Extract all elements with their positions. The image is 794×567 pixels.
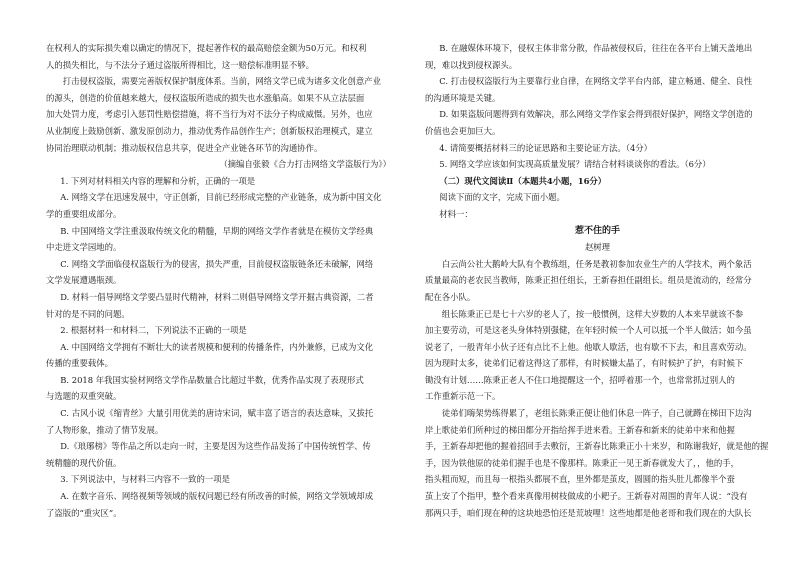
left-text-line: 2. 根据材料一和材料二，下列说法不正确的一项是 — [60, 325, 247, 336]
right-text-line: 徒弟们嗨架势练得累了，老组长陈秉正便让他们休息一阵子，自己就蹲在梯田下边沟 — [441, 408, 752, 419]
right-text-line: 材料一： — [439, 208, 473, 219]
right-text-line: 那两只手，咱们现在种的这块地恐怕还是荒坡哩！这些地都是他老哥和我们现在的大队长 — [425, 507, 752, 518]
right-text-line: 指头粗而短，而且每一根指头都展不直，里外都是茧皮，圆圆的指头肚儿都像半个蚕 — [425, 474, 735, 485]
right-text-line: 茧上安了个指甲，整个看来真像用树枝做成的小耙子。王新春对周围的青年人说：“没有 — [425, 491, 748, 502]
left-text-line: A. 在数字音乐、网络视频等领域的版权问题已经有所改善的时候，网络文学领域却成 — [60, 491, 374, 502]
right-text-line: 质量最高的老农民当教师，陈秉正担任组长，王新春担任副组长。组员是流动的，经常分 — [425, 275, 752, 286]
left-text-line: 文学发展遭遇瓶颈。 — [46, 275, 122, 286]
right-text-line: 惹不住的手 — [574, 225, 620, 236]
left-text-line: 打击侵权盗版，需要完善版权保护制度体系。当前，网络文学已成为诸多文化创意产业 — [62, 76, 382, 87]
left-text-line: C. 古风小说《缩青丝》大量引用优美的唐诗宋词，赋丰富了语言的表达意味，又拔托 — [60, 408, 374, 419]
right-text-line: 组长陈秉正已是七十六岁的老人了，按一般惯例，这样大岁数的人本来早就该不参 — [441, 308, 744, 319]
right-text-line: 4. 请简要概括材料三的论证思路和主要论证方法。（4分） — [439, 142, 653, 153]
left-text-line: 协同治理联动机制；推动版权信息共享，促进全产业链各环节的沟通协作。 — [46, 142, 323, 153]
right-text-line: 手，王新春却把他的握着招回手去敷衍，王新春比陈秉正小十来岁，和陈谢我好，就是他的握 — [425, 441, 769, 452]
right-text-line: 价值也会更加巨大。 — [425, 125, 501, 136]
left-text-line: 人的损失相比，与不法分子通过盗版所得相比，这一赔偿标准明显不够。 — [46, 59, 314, 70]
right-column — [425, 40, 770, 521]
left-text-line: A. 网络文学在迅速发展中，守正创新，目前已经形成完整的产业链条，成为新中国文化 — [60, 192, 382, 203]
right-text-line: 说老了，一般青年小伙子还有点比不上他。他歇人歇活，也有歇不下去，和且喜欢劳动。 — [425, 341, 752, 352]
left-text-line: 中走进文学园地的。 — [46, 242, 122, 253]
left-text-line: D.《琅琊榜》等作品之所以走向一时，主要是因为这些作品发扬了中国传统哲学、传 — [60, 441, 371, 452]
right-text-line: 赵树理 — [584, 242, 611, 253]
right-text-line: 现，难以找到侵权源头。 — [425, 59, 518, 70]
right-text-line: 因为现时太多，徒弟们记着这得这了那样，有时候嫌太晶了，有时候护了护，有时候下 — [425, 358, 744, 369]
right-text-line: 手，因为铁他原的徒弟们握手也是不像那样。陈秉正一见王新春就发大了，，他的手， — [425, 457, 740, 468]
left-text-line: 了盗版的“重灾区”。 — [46, 507, 122, 518]
right-text-line: 加主要劳动，可是这老头身体特别强健，在年轻时候一个人可以抵一个半人做活；如今虽 — [425, 325, 752, 336]
left-text-line: 从业制度上鼓励创新、激发原创动力，推动优秀作品创作生产；创新版权治理模式，建立 — [46, 125, 373, 136]
left-text-line: C. 网络文学面临侵权盗版行为的侵害，损失严重，目前侵权盗版链条还未破解，网络 — [60, 258, 374, 269]
left-text-line: A. 中国网络文学拥有不断壮大的读者规模和便利的传播条件，内外兼修，已成为文化 — [60, 341, 374, 352]
right-text-line: B. 在融媒体环境下，侵权主体非常分散，作品被侵权后，往往在各平台上铺天盖地出 — [439, 43, 753, 53]
right-text-line: 阅读下面的文字，完成下面小题。 — [439, 192, 565, 203]
left-text-line: 3. 下列说法中，与材料三内容不一致的一项是 — [60, 474, 231, 485]
left-text-line: 针对的是不同的问题。 — [46, 308, 130, 319]
left-text-line: B. 2018 年我国实验材网络文学作品数量合比超过半数，优秀作品实现了表现形式 — [60, 374, 364, 385]
right-text-line: C. 打击侵权盗版行为主要靠行业自律，在网络文学平台内部，建立畅通、健全、良性 — [439, 76, 753, 87]
right-text-line: 锄没有计划……陈秉正老人不住口地提醒这一个，招呼着那一个，也常常抓过别人的 — [425, 374, 735, 385]
left-text-line: 了人物形象，推动了情节发展。 — [46, 424, 164, 435]
right-text-line: 5. 网络文学应该如何实现高质量发展？请结合材料谈谈你的看法。（6分） — [439, 159, 711, 170]
left-text-line: D. 材料一倡导网络文学要凸显时代精神，材料二则倡导网络文学开掘古典资源，二者 — [60, 291, 374, 302]
right-text-line: 配在各小队。 — [425, 291, 476, 302]
left-text-line: 统精髓的现代价值。 — [46, 457, 122, 468]
left-text-line: 传播的重要载体。 — [46, 358, 113, 369]
left-text-line: 的源头，创造的价值越来越大，侵权盗版所造成的损失也水涨船高。如果不从立法层面 — [46, 92, 365, 103]
left-text-line: 学的重要组成部分。 — [46, 208, 122, 219]
left-text-line: B. 中国网络文学注重汲取传统文化的精髓，早期的网络文学作者就是在模仿文学经典 — [60, 225, 374, 236]
left-text-line: 与选题的双重突破。 — [46, 391, 122, 402]
left-text-line: 1. 下列对材料相关内容的理解和分析，正确的一项是 — [60, 175, 256, 186]
left-text-line: 加大处罚力度，考虑引入惩罚性赔偿措施，将不当行为对不法分子构成威慑。另外，也应 — [46, 109, 373, 120]
right-text-line: D. 如果盗版问题得到有效解决，那么网络文学作家会得到很好保护，网络文学创造的 — [439, 109, 753, 120]
left-text-line: （摘编自张毅《合力打击网络文学盗版行为》） — [219, 159, 391, 170]
right-text-line: （二）现代文阅读Ⅱ（本题共4小题，16分） — [439, 175, 607, 186]
right-text-line: 工作重新示范一下。 — [425, 391, 501, 402]
right-text-line: 白云尚公社大鹅岭大队有个教练组，任务是教初参加农业生产的人学技术，两个象活 — [441, 258, 752, 269]
left-text-line: 在权利人的实际损失难以确定的情况下，提起著作权的最高赔偿金额为50万元。和权利 — [46, 43, 367, 53]
left-column — [46, 40, 391, 521]
right-text-line: 的沟通环境是关键。 — [425, 92, 501, 103]
right-text-line: 岸上歌徒弟们所种过的梯田都分开指给挥手进来看。王新春和新来的徒弟中来和他握 — [425, 424, 735, 435]
